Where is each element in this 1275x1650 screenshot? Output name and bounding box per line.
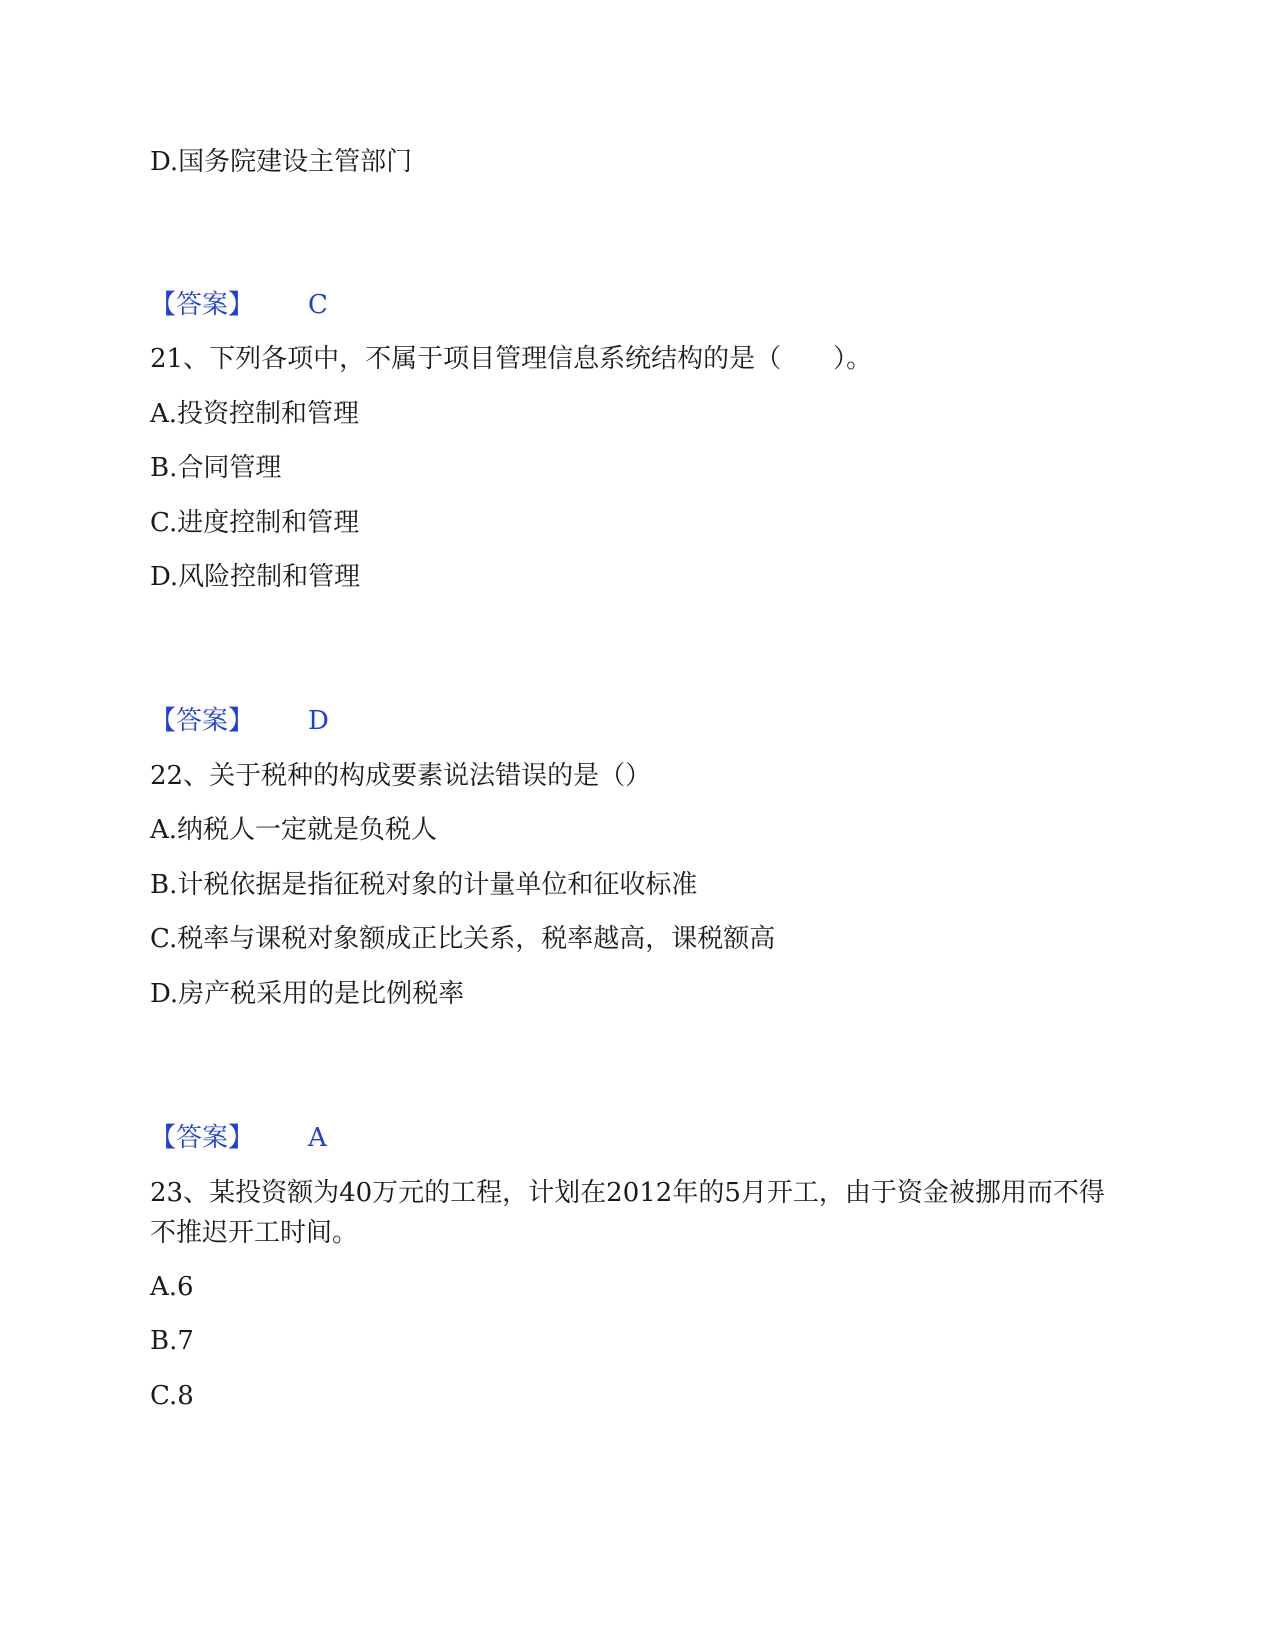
question-21-option-b: B.合同管理 bbox=[150, 453, 282, 483]
question-21-option-c: C.进度控制和管理 bbox=[150, 508, 360, 538]
question-21-stem: 21、下列各项中，不属于项目管理信息系统结构的是（ ）。 bbox=[150, 344, 873, 374]
question-23-stem: 23、某投资额为40万元的工程，计划在2012年的5月开工，由于资金被挪用而不得不推迟开工时间。 bbox=[150, 1178, 1105, 1248]
answer-letter: D bbox=[308, 706, 329, 736]
answer-label: 【答案】 bbox=[150, 1123, 255, 1153]
question-22-stem: 22、关于税种的构成要素说法错误的是（） bbox=[150, 761, 652, 791]
question-22-option-a: A.纳税人一定就是负税人 bbox=[150, 815, 438, 845]
answer-letter: C bbox=[308, 290, 328, 320]
answer-label: 【答案】 bbox=[150, 290, 255, 320]
question-23-option-c: C.8 bbox=[150, 1381, 194, 1411]
option-d-prev: D.国务院建设主管部门 bbox=[150, 147, 413, 177]
question-21-option-d: D.风险控制和管理 bbox=[150, 562, 361, 592]
answer-row-22 bbox=[150, 1121, 327, 1155]
answer-row-21 bbox=[150, 704, 329, 738]
answer-letter: A bbox=[308, 1123, 327, 1153]
question-22-option-b: B.计税依据是指征税对象的计量单位和征收标准 bbox=[150, 870, 698, 900]
answer-row-20 bbox=[150, 288, 328, 322]
question-23-option-a: A.6 bbox=[150, 1272, 194, 1302]
question-23-option-b: B.7 bbox=[150, 1326, 194, 1356]
answer-label: 【答案】 bbox=[150, 706, 255, 736]
question-22-option-d: D.房产税采用的是比例税率 bbox=[150, 979, 465, 1009]
question-22-option-c: C.税率与课税对象额成正比关系，税率越高，课税额高 bbox=[150, 924, 776, 954]
question-21-option-a: A.投资控制和管理 bbox=[150, 399, 360, 429]
